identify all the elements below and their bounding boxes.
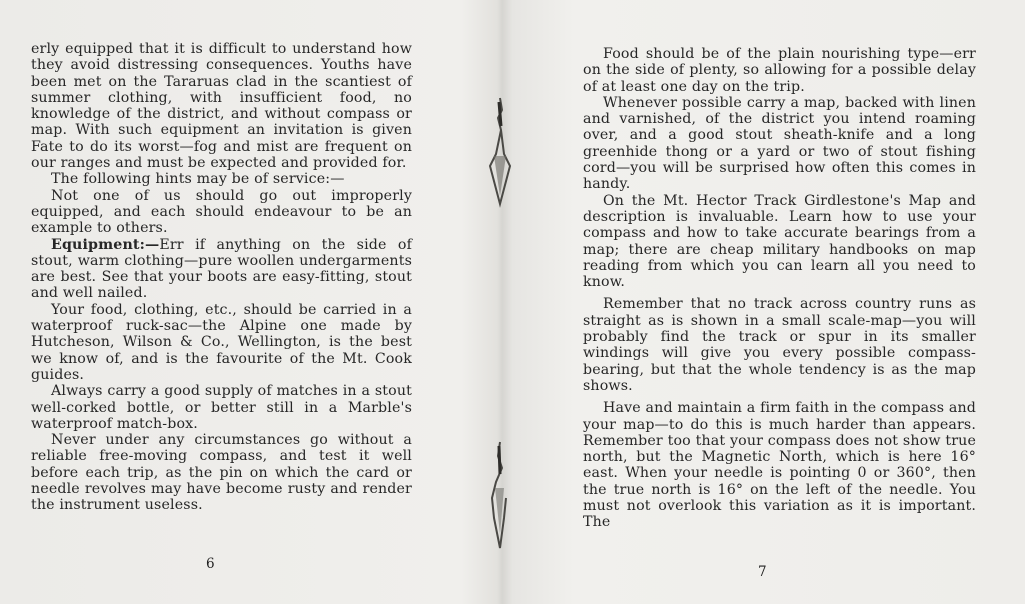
paragraph-text: Have and maintain a firm faith in the compass and your map—to do this is much harder than appears. Remember too that your compass does not show true north, but the Magnetic North, which is here 16° east. When your needle is pointing 0 or 360°, then the true north is 16° on the left of the needle. You must not overlook this variation as it is important. The	[583, 400, 976, 531]
binding-gutter	[470, 0, 530, 604]
page-number: 6	[206, 556, 215, 572]
paragraph-text: Never under any circumstances go without a reliable free-moving compass, and test it well before each trip, as the pin on which the card or needle revolves may have become rusty and render the instrument useless.	[31, 432, 412, 514]
paragraph-text: Remember that no track across country runs as straight as is shown in a small scale-map—you will probably find the track or spur in its smaller windings will give you every possible compass-bearing, but that the whole tendency is as the map shows.	[583, 296, 976, 394]
paragraph	[31, 302, 412, 383]
paragraph	[31, 237, 412, 302]
paragraph-text: The following hints may be of service:—	[51, 171, 345, 188]
paragraph	[31, 432, 412, 513]
paragraph-text: Food should be of the plain nourishing type—err on the side of plenty, so allowing for a possible delay of at least one day on the trip.	[583, 46, 976, 95]
paragraph-text: On the Mt. Hector Track Girdlestone's Map and description is invaluable. Learn how to use your compass and how to take accurate bearings from a map; there are cheap military handbooks on map reading from which you can learn all you need to know.	[583, 192, 976, 291]
paragraph	[583, 46, 976, 95]
paragraph	[583, 400, 976, 530]
left-page	[0, 0, 490, 604]
paragraph-text: Err if anything on the side of stout, warm clothing—pure woollen undergarments are best. See that your boots are easy-fitting, stout and well nailed.	[31, 236, 412, 302]
paragraph	[31, 383, 412, 432]
paragraph	[31, 188, 412, 237]
paragraph-text: Your food, clothing, etc., should be carried in a waterproof ruck-sac—the Alpine one made by Hutcheson, Wilson & Co., Wellington, is the best we know of, and is the favourite of the Mt. Cook guides.	[31, 301, 412, 383]
paragraph-lead: Equipment:—	[51, 236, 160, 253]
paragraph	[31, 171, 412, 187]
page-number: 7	[758, 564, 767, 580]
paragraph	[583, 95, 976, 193]
paragraph-text: Always carry a good supply of matches in a stout well-corked bottle, or better still in a Marble's waterproof match-box.	[31, 383, 412, 432]
paragraph-text: Not one of us should go out improperly equipped, and each should endeavour to be an example to others.	[31, 187, 412, 237]
staple-icon	[480, 438, 516, 558]
right-page-text	[583, 46, 976, 531]
left-page-text	[31, 41, 412, 514]
paragraph	[583, 296, 976, 394]
paragraph	[31, 41, 412, 171]
paragraph-text: Whenever possible carry a map, backed with linen and varnished, of the district you intend roaming over, and a good stout sheath-knife and a long greenhide thong or a yard or two of stout fishing cord—you will be surprised how often this comes in handy.	[583, 94, 976, 193]
right-page	[510, 0, 1025, 604]
staple-icon	[482, 96, 518, 216]
paragraph	[583, 193, 976, 291]
paragraph-text: erly equipped that it is difficult to understand how they avoid distressing consequences. Youths have been met on the Tararuas clad in the scantiest of summer clothing, with insufficient food, no knowledge of the district, and without compass or map. With such equipment an invitation is given Fate to do its worst—fog and mist are frequent on our ranges and must be expected and provided for.	[31, 41, 412, 172]
